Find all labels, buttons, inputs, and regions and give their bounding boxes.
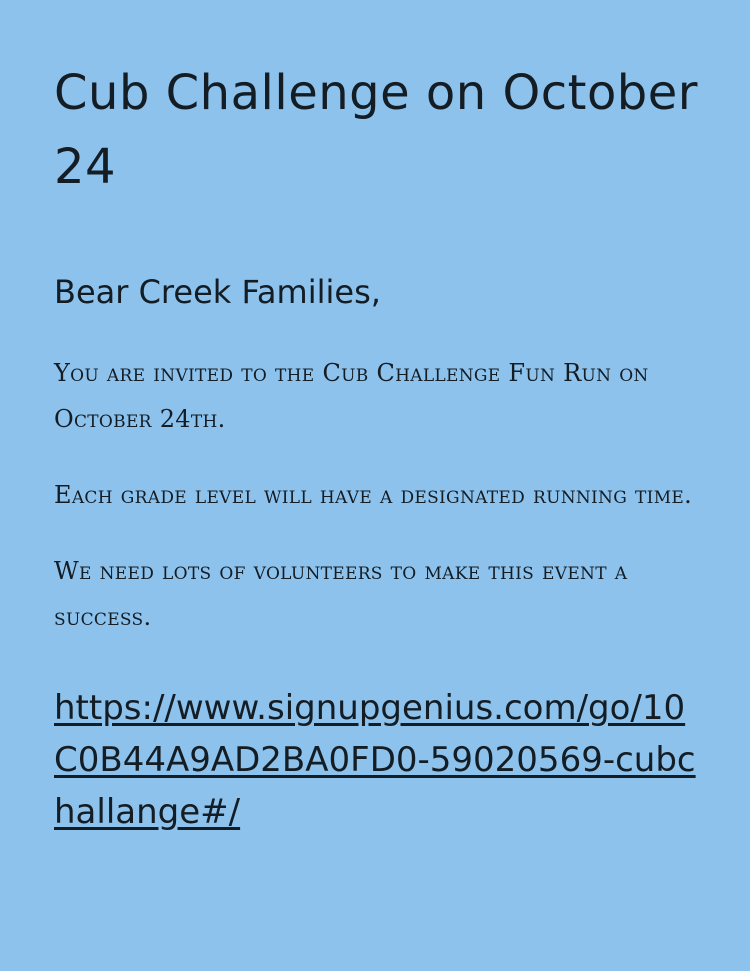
paragraph-invitation: You are invited to the Cub Challenge Fun Run on October 24th.	[54, 359, 649, 433]
paragraph-running-time: Each grade level will have a designated running time.	[54, 481, 693, 509]
signup-link[interactable]: https://www.signupgenius.com/go/10C0B44A9AD2BA0FD0-59020569-cubchallange#/	[54, 688, 696, 832]
paragraph-volunteers: We need lots of volunteers to make this event a success.	[54, 557, 628, 631]
greeting: Bear Creek Families,	[54, 273, 381, 311]
page-title: Cub Challenge on October 24	[54, 65, 699, 195]
